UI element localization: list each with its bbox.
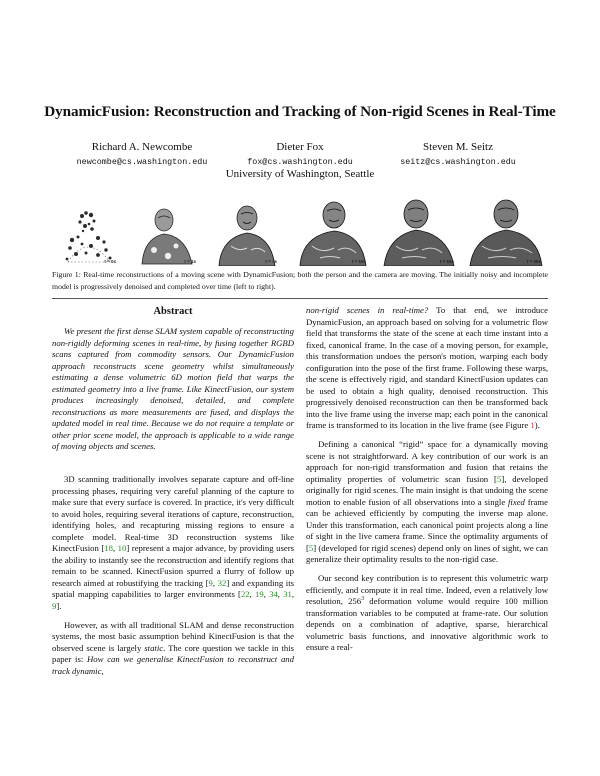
- figure-caption: Figure 1: Real-time reconstructions of a moving scene with DynamicFusion; both the person and the camera are moving. The initially noisy and incomplete model is progressively denoised and completed over time (left to right).: [52, 270, 548, 291]
- citation-link[interactable]: 19: [255, 589, 264, 600]
- frame-time-label: t = 20s: [526, 259, 541, 264]
- frame-time-label: t = 1s: [184, 259, 196, 264]
- citation-link[interactable]: 31: [283, 589, 292, 600]
- citation-link[interactable]: 34: [269, 589, 278, 600]
- figure-reference-link[interactable]: 1: [530, 420, 535, 431]
- figure-frame: [382, 194, 456, 266]
- torso-reconstruction-icon: [382, 194, 456, 266]
- right-column: [306, 305, 548, 654]
- intro-paragraph-3: non-rigid scenes in real-time? To that end, we introduce DynamicFusion, an approach based on solving for a volumetric flow field that transforms the state of the scene at each time instant into a fixed, canonical frame. In the case of a moving person, for example, this transformation undoes the person's motion, warping each body configuration into the pose of the first frame. Following these warps, the scene is effectively rigid, and standard KinectFusion updates can be used to obtain a high quality, denoised reconstruction. This progressively denoised reconstruction can then be transformed back into the live frame using the inverse map; each point in the canonical frame is transformed to its location in the live frame (see Figure 1).: [306, 305, 548, 431]
- author-email: seitz@cs.washington.edu: [400, 157, 516, 167]
- affiliation: University of Washington, Seattle: [225, 168, 375, 180]
- author-name: Richard A. Newcombe: [91, 141, 193, 153]
- abstract-text: We present the first dense SLAM system capable of reconstructing non-rigidly deforming scenes in real-time, by fusing together RGBD scans captured from commodity sensors. Our DynamicFusion approach reconstructs scene geometry whilst simultaneously estimating a dense volumetric 6D motion field that warps the estimated geometry into a live frame. Like KinectFusion, our system produces increasingly denoised, detailed, and complete reconstructions as more measurements are fused, and displays the updated model in real time. Because we do not require a template or other prior scene model, the approach is applicable to a wide range of moving objects and scenes.: [52, 326, 294, 452]
- author-email: fox@cs.washington.edu: [247, 157, 353, 167]
- figure-frame: [296, 196, 368, 266]
- noisy-reconstruction-icon: [58, 204, 118, 266]
- left-column: [52, 305, 294, 677]
- citation-link[interactable]: 10: [117, 543, 127, 554]
- figure-frame: [134, 202, 198, 266]
- author-name: Dieter Fox: [276, 141, 324, 153]
- citation-link[interactable]: 9: [52, 601, 57, 612]
- frame-time-label: t = 0s: [104, 259, 116, 264]
- abstract-heading: Abstract: [153, 306, 193, 317]
- figure-frame: [468, 194, 543, 266]
- figure-frame: [213, 200, 279, 266]
- citation-link[interactable]: 32: [217, 577, 227, 588]
- frame-time-label: t = 7s: [265, 259, 277, 264]
- frame-time-label: t = 15s: [439, 259, 454, 264]
- divider: [52, 298, 548, 299]
- complete-reconstruction-icon: [468, 194, 543, 266]
- intro-paragraph-2: However, as with all traditional SLAM and dense reconstruction systems, the most basic assumption behind KinectFusion is that the observed scene is largely static. The core question we tackle in this paper is: How can we generalise KinectFusion to reconstruct and track dynamic,: [52, 619, 294, 676]
- citation-link[interactable]: 5: [308, 542, 314, 553]
- partial-reconstruction-icon: [134, 202, 198, 266]
- torso-reconstruction-icon: [296, 196, 368, 266]
- intro-paragraph-5: Our second key contribution is to represent this volumetric warp efficiently, and compute it in real time. Indeed, even a relatively low resolution, $256^3$ deformation volume would require 100 million transformation variables to be computed at frame-rate. Our solution depends on a combination of adaptive, sparse, hierarchical volumetric basis functions, and innovative algorithmic work to ensure a real-: [306, 573, 548, 653]
- intro-paragraph-4: Defining a canonical “rigid” space for a dynamically moving scene is not straightforward. A key contribution of our work is an approach for non-rigid transformation and fusion that retains the optimality properties of volumetric scan fusion [5], developed originally for rigid scenes. The main insight is that undoing the scene motion to enable fusion of all observations into a single fixed frame can be achieved efficiently by computing the inverse map alone. Under this transformation, each canonical point projects along a line of sight in the live camera frame. Since the optimality arguments of [5] (developed for rigid scenes) depend only on lines of sight, we can generalize their optimality results to the non-rigid case.: [306, 439, 549, 565]
- figure-frame: [58, 204, 118, 266]
- author-3: [358, 141, 558, 167]
- citation-link[interactable]: 18: [104, 543, 113, 554]
- intro-paragraph-1: 3D scanning traditionally involves separate capture and off-line processing phases, requiring very careful planning of the capture to make sure that every surface is covered. In practice, it's very difficult to avoid holes, requiring several iterations of capture, reconstruction, identifying holes, and recapturing missing regions to ensure a complete model. Real-time 3D reconstruction systems like KinectFusion [18, 10] represent a major advance, by providing users the ability to instantly see the reconstruction and identify regions that remain to be scanned. KinectFusion spurred a flurry of follow up research aimed at robustifying the tracking [9, 32] and expanding its spatial mapping capabilities to larger environments [22, 19, 34, 31, 9].: [52, 474, 295, 612]
- partial-reconstruction-icon: [213, 200, 279, 266]
- citation-link[interactable]: 5: [496, 473, 502, 484]
- citation-link[interactable]: 9: [208, 577, 213, 588]
- frame-time-label: t = 10s: [351, 259, 366, 264]
- author-name: Steven M. Seitz: [423, 141, 493, 153]
- author-email: newcombe@cs.washington.edu: [76, 157, 208, 167]
- citation-link[interactable]: 22: [240, 589, 250, 600]
- figure-1: [58, 194, 543, 266]
- paper-title: DynamicFusion: Reconstruction and Tracking of Non-rigid Scenes in Real-Time: [44, 103, 556, 120]
